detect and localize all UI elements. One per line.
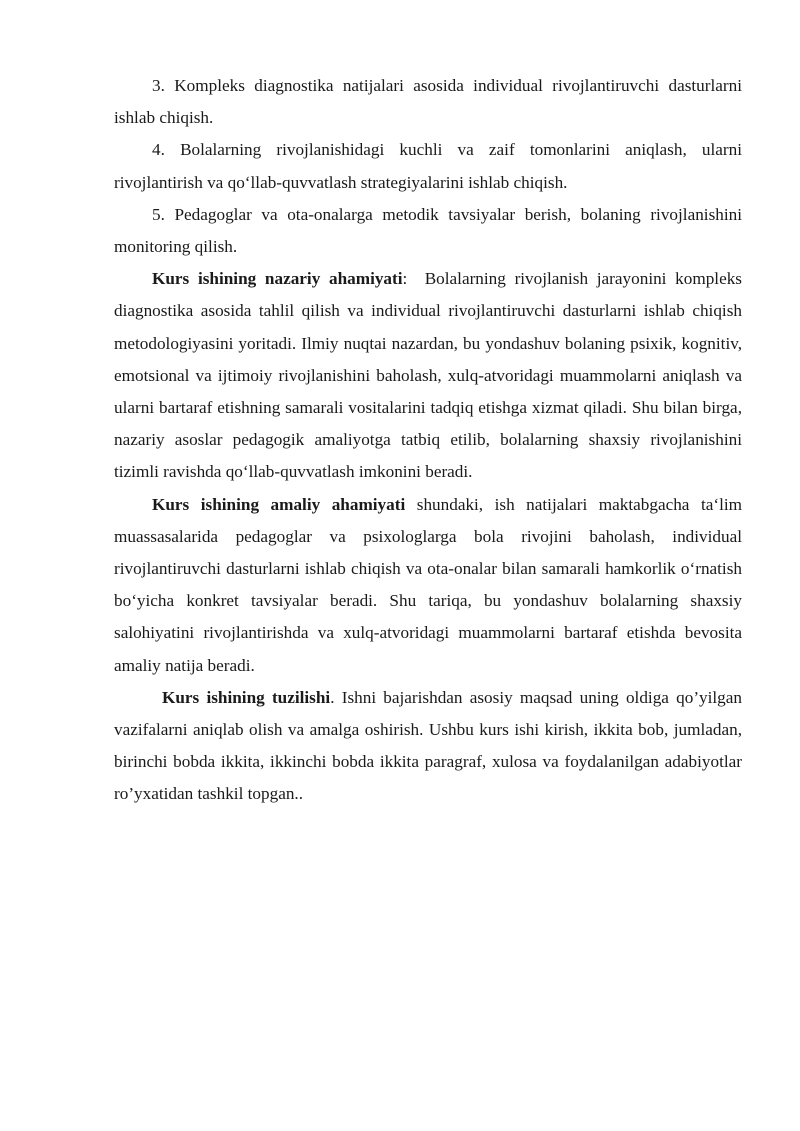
document-body [114,70,742,811]
heading-punctuation: . [330,687,335,707]
practical-significance-paragraph [114,489,742,682]
structure-heading: Kurs ishining tuzilishi [162,687,331,707]
list-item-number: 3. [152,76,165,95]
list-item-number: 5. [152,204,165,224]
structure-text: Ishni bajarishdan asosiy maqsad uning oldiga qo’yilgan vazifalarni aniqlab olish va amalga oshirish. Ushbu kurs ishi kirish, ikkita bob, jumladan, birinchi bobda ikkita, ikkinchi bobda ikkita paragraf, xulosa va foydalanilgan adabiyotlar ro’yxatidan tashkil topgan.. [114,687,742,804]
heading-punctuation: : [402,269,408,289]
list-item-number: 4. [152,140,165,160]
list-item-text: Pedagoglar va ota-onalarga metodik tavsiyalar berish, bolaning rivojlanishini monitoring qilish. [114,204,742,257]
list-item-5 [114,199,742,263]
list-item-text: Kompleks diagnostika natijalari asosida individual rivojlantiruvchi dasturlarni ishlab chiqish. [114,76,742,128]
list-item-3 [114,70,742,134]
structure-paragraph [114,682,742,811]
practical-significance-heading: Kurs ishining amaliy ahamiyati [152,494,406,514]
theoretical-significance-text: Bolalarning rivojlanish jarayonini kompleks diagnostika asosida tahlil qilish va individual rivojlantiruvchi dasturlarni ishlab chiqish metodologiyasini yoritadi. Ilmiy nuqtai nazardan, bu yondashuv bolaning psixik, kognitiv, emotsional va ijtimoiy rivojlanishini baholash, xulq-atvoridagi muammolarni aniqlash va ularni bartaraf etishning samarali vositalarini tadqiq etishga xizmat qiladi. Shu bilan birga, nazariy asoslar pedagogik amaliyotga tatbiq etilib, bolalarning shaxsiy rivojlanishini tizimli ravishda qo‘llab-quvvatlash imkonini beradi. [114,269,742,482]
list-item-text: Bolalarning rivojlanishidagi kuchli va zaif tomonlarini aniqlash, ularni rivojlantirish va qo‘llab-quvvatlash strategiyalarini ishlab chiqish. [114,140,742,192]
theoretical-significance-paragraph [114,263,742,488]
theoretical-significance-heading: Kurs ishining nazariy ahamiyati [152,269,403,289]
practical-significance-text: shundaki, ish natijalari maktabgacha ta‘lim muassasalarida pedagoglar va psixologlarga bola rivojini baholash, individual rivojlantiruvchi dasturlarni ishlab chiqish va ota-onalar bilan samarali hamkorlik o‘rnatish bo‘yicha konkret tavsiyalar beradi. Shu tariqa, bu yondashuv bolalarning shaxsiy salohiyatini rivojlantirishda va xulq-atvoridagi muammolarni bartaraf etishda bevosita amaliy natija beradi. [114,494,742,675]
list-item-4 [114,134,742,198]
